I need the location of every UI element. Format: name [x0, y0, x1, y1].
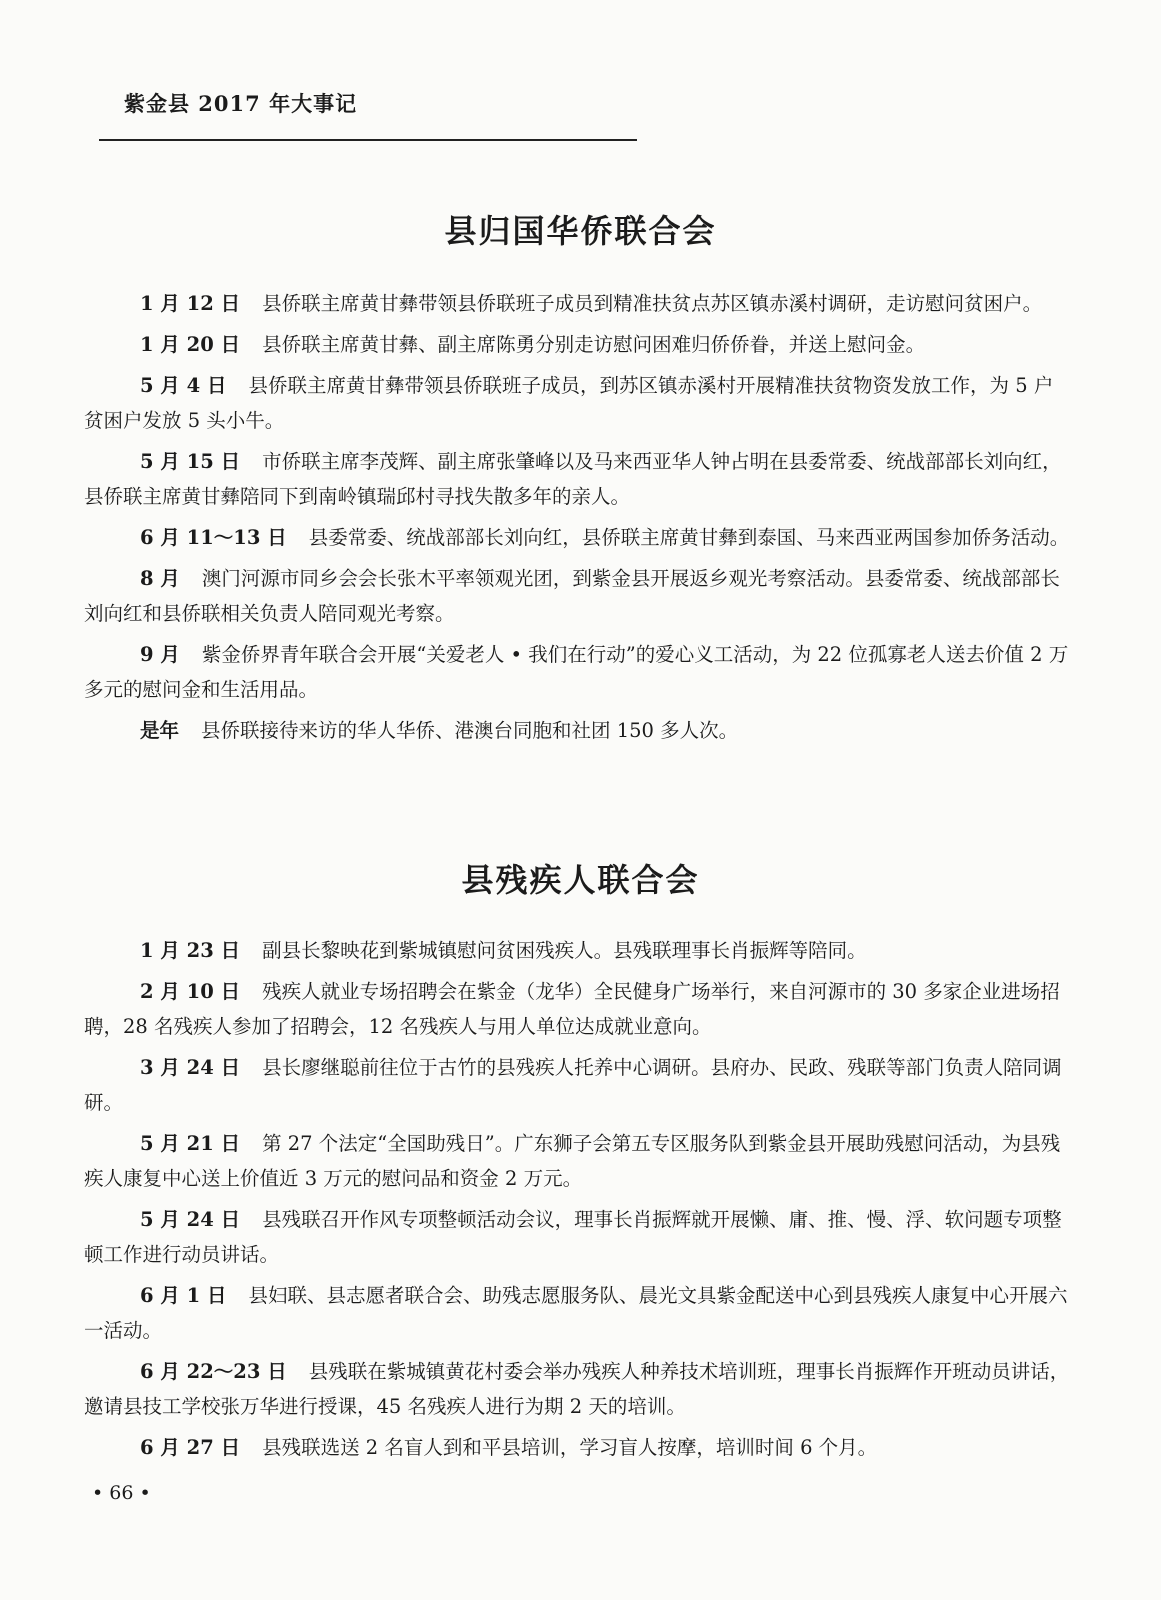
- entry-date: 2 月 10 日: [140, 980, 241, 1003]
- entry: [84, 561, 1071, 631]
- entry-text: 县残联选送 2 名盲人到和平县培训，学习盲人按摩，培训时间 6 个月。: [262, 1436, 878, 1459]
- section-title-overseas-chinese: 县归国华侨联合会: [444, 212, 717, 250]
- section-title-disabled-persons: 县残疾人联合会: [461, 861, 700, 899]
- entry: [84, 933, 1071, 968]
- entry-text: 第 27 个法定“全国助残日”。广东狮子会第五专区服务队到紫金县开展助残慰问活动，为县残疾人康复中心送上价值近 3 万元的慰问品和资金 2 万元。: [84, 1132, 1061, 1190]
- entry: [84, 327, 1071, 362]
- entry-text: 县侨联接待来访的华人华侨、港澳台同胞和社团 150 多人次。: [201, 719, 739, 742]
- entry-list-overseas-chinese: [84, 286, 1071, 754]
- header-rule: [99, 139, 637, 141]
- entry-text: 副县长黎映花到紫城镇慰问贫困残疾人。县残联理事长肖振辉等陪同。: [262, 939, 867, 962]
- entry: [84, 1126, 1071, 1196]
- entry: [84, 1278, 1071, 1348]
- entry: [84, 1354, 1071, 1424]
- entry: [84, 1050, 1071, 1120]
- entry-date: 5 月 24 日: [140, 1208, 241, 1231]
- entry-date: 是年: [140, 719, 180, 742]
- entry: [84, 520, 1071, 555]
- entry-text: 县委常委、统战部部长刘向红，县侨联主席黄甘彝到泰国、马来西亚两国参加侨务活动。: [308, 526, 1070, 549]
- entry-text: 县妇联、县志愿者联合会、助残志愿服务队、晨光文具紫金配送中心到县残疾人康复中心开展六一活动。: [84, 1284, 1068, 1342]
- entry-date: 6 月 11～13 日: [140, 526, 287, 549]
- entry-date: 5 月 15 日: [140, 450, 241, 473]
- entry-text: 县侨联主席黄甘彝带领县侨联班子成员到精准扶贫点苏区镇赤溪村调研，走访慰问贫困户。: [262, 292, 1043, 315]
- entry-text: 澳门河源市同乡会会长张木平率领观光团，到紫金县开展返乡观光考察活动。县委常委、统战部部长刘向红和县侨联相关负责人陪同观光考察。: [84, 567, 1060, 625]
- entry-text: 县侨联主席黄甘彝带领县侨联班子成员，到苏区镇赤溪村开展精准扶贫物资发放工作，为 5 户贫困户发放 5 头小牛。: [84, 374, 1054, 432]
- entry-date: 8 月: [140, 567, 180, 590]
- entry-date: 6 月 1 日: [140, 1284, 227, 1307]
- entry: [84, 637, 1071, 707]
- entry-date: 9 月: [140, 643, 180, 666]
- entry: [84, 1430, 1071, 1465]
- entry: [84, 286, 1071, 321]
- entry-date: 1 月 12 日: [140, 292, 241, 315]
- entry-date: 6 月 27 日: [140, 1436, 241, 1459]
- entry-list-disabled-persons: [84, 933, 1071, 1471]
- entry: [84, 1202, 1071, 1272]
- entry-date: 5 月 21 日: [140, 1132, 241, 1155]
- entry-text: 县侨联主席黄甘彝、副主席陈勇分别走访慰问困难归侨侨眷，并送上慰问金。: [262, 333, 926, 356]
- entry-date: 1 月 20 日: [140, 333, 241, 356]
- entry-date: 5 月 4 日: [140, 374, 227, 397]
- entry-text: 紫金侨界青年联合会开展“关爱老人 • 我们在行动”的爱心义工活动，为 22 位孤寡老人送去价值 2 万多元的慰问金和生活用品。: [84, 643, 1069, 701]
- entry: [84, 444, 1071, 514]
- entry-date: 1 月 23 日: [140, 939, 241, 962]
- entry-text: 县残联召开作风专项整顿活动会议，理事长肖振辉就开展懒、庸、推、慢、浮、软问题专项整顿工作进行动员讲话。: [84, 1208, 1062, 1266]
- entry: [84, 368, 1071, 438]
- entry-date: 6 月 22～23 日: [140, 1360, 287, 1383]
- entry-text: 残疾人就业专场招聘会在紫金（龙华）全民健身广场举行，来自河源市的 30 多家企业进场招聘，28 名残疾人参加了招聘会，12 名残疾人与用人单位达成就业意向。: [84, 980, 1060, 1038]
- page-number: • 66 •: [92, 1482, 151, 1504]
- entry: [84, 974, 1071, 1044]
- entry-text: 县长廖继聪前往位于古竹的县残疾人托养中心调研。县府办、民政、残联等部门负责人陪同调研。: [84, 1056, 1062, 1114]
- entry-text: 县残联在紫城镇黄花村委会举办残疾人种养技术培训班，理事长肖振辉作开班动员讲话，邀请县技工学校张万华进行授课，45 名残疾人进行为期 2 天的培训。: [84, 1360, 1070, 1418]
- entry-date: 3 月 24 日: [140, 1056, 241, 1079]
- running-head: 紫金县 2017 年大事记: [124, 91, 358, 116]
- entry: [84, 713, 1071, 748]
- entry-text: 市侨联主席李茂辉、副主席张肇峰以及马来西亚华人钟占明在县委常委、统战部部长刘向红，县侨联主席黄甘彝陪同下到南岭镇瑞邱村寻找失散多年的亲人。: [84, 450, 1062, 508]
